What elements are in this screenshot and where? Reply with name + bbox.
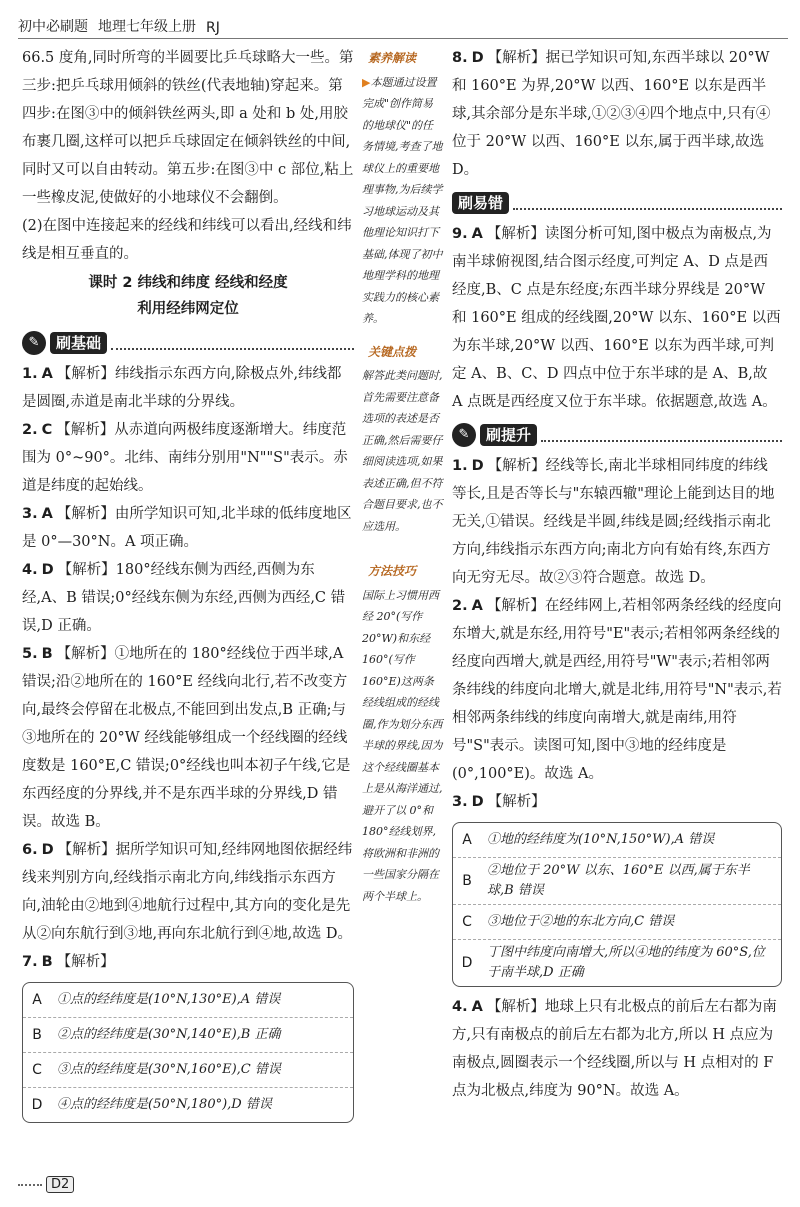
question-item: 5. B 【解析】①地所在的 180°经线位于西半球,A 错误;沿②地所在的 160°E 经线向北行,若不改变方向,最终会停留在北极点,不能回到出发点,B 正确;与③地所在的 20°W 经线能够组成一个经线圈的经线度数是 160°E,C 错误;0°经线也叫本初子午线,它是东西经度的分界线,并不是东西半球的分界线,D 错误。故选 B。 <box>22 646 351 830</box>
analysis-box-q7 <box>22 982 354 1123</box>
answer-letter: A <box>471 598 483 614</box>
dotted-divider <box>513 196 782 210</box>
explanation: 【解析】①地所在的 180°经线位于西半球,A 错误;沿②地所在的 160°E 经线向北行,若不改变方向,最终会停留在北极点,不能回到出发点,B 正确;与③地所在的 20°W 经线能够组成一个经线圈的经线度数是 160°E,C 错误;0°经线也叫本初子午线,它是东西经度的分界线,并不是东西半球的分界线,D 错误。故选 B。 <box>22 646 351 830</box>
left-column <box>22 44 354 1129</box>
analysis-row: B ②点的经纬度是(30°N,140°E),B 正确 <box>23 1018 353 1053</box>
question-item: 4. D 【解析】180°经线东侧为西经,西侧为东经,A、B 错误;0°经线东侧为东经,西侧为西经,C 错误,D 正确。 <box>22 562 346 634</box>
analysis-row: A ①点的经纬度是(10°N,130°E),A 错误 <box>23 983 353 1018</box>
page-footer <box>18 1176 74 1193</box>
section-basic-header <box>22 330 354 356</box>
right-column <box>452 44 782 1105</box>
explanation: 【解析】据所学知识可知,经纬网地图依据经纬线来判别方向,经线指示南北方向,纬线指示东西方向,油轮由②地到④地航行过程中,其方向的变化是先从②向东航行到③地,再向东北航行到④地,故选 D。 <box>22 842 353 942</box>
question-item: 8. D 【解析】据已学知识可知,东西半球以 20°W 和 160°E 为界,20°W 以西、160°E 以东是西半球,其余部分是东半球,①②③④四个地点中,只有④位于 20°W 以西、160°E 以东,属于西半球,故选 D。 <box>452 50 771 178</box>
book-edition: RJ <box>206 20 220 36</box>
lesson-title: 课时 2 纬线和纬度 经线和经度 <box>88 275 288 291</box>
margin-notes <box>362 44 444 907</box>
lesson-subtitle: 利用经纬网定位 <box>137 301 239 317</box>
question-item: 7. B 【解析】 <box>22 954 115 970</box>
section-title: 刷基础 <box>50 332 107 354</box>
dotted-divider <box>541 428 782 442</box>
analysis-row: D 丁图中纬度向南增大,所以④地的纬度为 60°S,位于南半球,D 正确 <box>461 945 765 980</box>
question-item: 1. A 【解析】纬线指示东西方向,除极点外,纬线都是圆圈,赤道是南北半球的分界线。 <box>22 366 342 410</box>
section-mistake-header <box>452 190 782 216</box>
dotted-divider <box>18 1184 42 1186</box>
answer-letter: A <box>41 506 53 522</box>
analysis-row: C ③地位于②地的东北方向,C 错误 <box>453 905 781 940</box>
explanation: 【解析】据已学知识可知,东西半球以 20°W 和 160°E 为界,20°W 以西、160°E 以东是西半球,其余部分是东半球,①②③④四个地点中,只有④位于 20°W 以西、160°E 以东,属于西半球,故选 D。 <box>452 50 771 178</box>
page-header <box>18 10 788 39</box>
answer-letter: D <box>471 50 484 66</box>
note-literacy: ▶本题通过设置完成"创作简易的地球仪"的任务情境,考查了地球仪上的重要地理事物,为后续学习地球运动及其他理论知识打下基础,体现了初中地理学科的地理实践力的核心素养。 <box>362 75 443 325</box>
answer-letter: A <box>41 366 53 382</box>
explanation: 【解析】180°经线东侧为西经,西侧为东经,A、B 错误;0°经线东侧为东经,西侧为西经,C 错误,D 正确。 <box>22 562 346 634</box>
explanation: 【解析】地球上只有北极点的前后左右都为南方,只有南极点的前后左右都为北方,所以 H 点应为南极点,圆圈表示一个经线圈,所以与 H 点相对的 F 点为北极点,纬度为 90°N。故选 A。 <box>452 999 777 1099</box>
question-item: 9. A 【解析】读图分析可知,图中极点为南极点,为南半球俯视图,结合图示经度,可判定 A、D 点是西经度,B、C 点是东经度;东西半球分界线是 20°W 和 160°E 组成的经线圈,20°W 以东、160°E 以西为东半球,20°W 以西、160°E 以东为西半球,可判定 A、B、C、D 四点中位于东半球的是 A、B,故 A 点既是西经度又位于东半球。依据题意,故选 A。 <box>452 226 781 410</box>
pen-icon: ✎ <box>22 331 46 355</box>
section-title: 刷易错 <box>452 192 509 214</box>
answer-letter: B <box>41 954 53 970</box>
question-item: 3. A 【解析】由所学知识可知,北半球的低纬度地区是 0°—30°N。A 项正确。 <box>22 506 352 550</box>
analysis-row: C ③点的经纬度是(30°N,160°E),C 错误 <box>23 1053 353 1088</box>
note-heading-method: 方法技巧 <box>368 564 417 578</box>
explanation: 【解析】纬线指示东西方向,除极点外,纬线都是圆圈,赤道是南北半球的分界线。 <box>22 366 342 410</box>
question-item: 1. D 【解析】经线等长,南北半球相同纬度的纬线等长,且是否等长与"东辕西辙"理论上能到达目的地无关,①错误。经线是半圆,纬线是圆;经线指示南北方向,纬线指示东西方向;南北方向有始有终,东西方向无穷无尽。故②③符合题意。故选 D。 <box>452 458 775 586</box>
question-item: 4. A 【解析】地球上只有北极点的前后左右都为南方,只有南极点的前后左右都为北方,所以 H 点应为南极点,圆圈表示一个经线圈,所以与 H 点相对的 F 点为北极点,纬度为 90°N。故选 A。 <box>452 999 777 1099</box>
book-series: 初中必刷题 <box>18 19 88 35</box>
question-item: 6. D 【解析】据所学知识可知,经纬网地图依据经纬线来判别方向,经线指示南北方向,纬线指示东西方向,油轮由②地到④地航行过程中,其方向的变化是先从②向东航行到③地,再向东北航行到④地,故选 D。 <box>22 842 353 942</box>
explanation: 【解析】读图分析可知,图中极点为南极点,为南半球俯视图,结合图示经度,可判定 A、D 点是西经度,B、C 点是东经度;东西半球分界线是 20°W 和 160°E 组成的经线圈,20°W 以东、160°E 以西为东半球,20°W 以西、160°E 以东为西半球,可判定 A、B、C、D 四点中位于东半球的是 A、B,故 A 点既是西经度又位于东半球。依据题意,故选 A。 <box>452 226 781 410</box>
answer-letter: B <box>41 646 53 662</box>
question-item: 2. A 【解析】在经纬网上,若相邻两条经线的经度向东增大,就是东经,用符号"E"表示;若相邻两条经线的经度向西增大,就是西经,用符号"W"表示;若相邻两条纬线的纬度向北增大,就是北纬,用符号"N"表示,若相邻两条纬线的纬度向南增大,就是南纬,用符号"S"表示。读图可知,图中③地的经纬度是(0°,100°E)。故选 A。 <box>452 598 782 782</box>
explanation: 【解析】在经纬网上,若相邻两条经线的经度向东增大,就是东经,用符号"E"表示;若相邻两条经线的经度向西增大,就是西经,用符号"W"表示;若相邻两条纬线的纬度向北增大,就是北纬,用符号"N"表示,若相邻两条纬线的纬度向南增大,就是南纬,用符号"S"表示。读图可知,图中③地的经纬度是(0°,100°E)。故选 A。 <box>452 598 782 782</box>
continued-paragraph: 66.5 度角,同时所弯的半圆要比乒乓球略大一些。第三步:把乒乓球用倾斜的铁丝(代表地轴)穿起来。第四步:在图③中的倾斜铁丝两头,即 a 处和 b 处,用胶布裹几圈,这样可以把乒乓球固定在倾斜铁丝的中间,同时又可以自由转动。第五步:在图③中 c 部位,粘上一些橡皮泥,使做好的小地球仪不会翻倒。 <box>22 50 354 206</box>
book-subject: 地理七年级上册 <box>98 19 196 35</box>
note-heading-key: 关键点拨 <box>368 344 417 359</box>
explanation: 【解析】 <box>487 794 546 810</box>
explanation: 【解析】从赤道向两极纬度逐渐增大。纬度范围为 0°~90°。北纬、南纬分别用"N""S"表示。赤道是纬度的起始线。 <box>22 422 348 494</box>
analysis-box-q3 <box>452 822 782 987</box>
answer-letter: D <box>471 794 484 810</box>
section-title: 刷提升 <box>480 424 537 446</box>
question-item: 3. D 【解析】 <box>452 794 546 810</box>
answer-letter: C <box>41 422 53 438</box>
answer-letter: A <box>471 999 483 1015</box>
note-method: 国际上习惯用西经 20°(写作 20°W)和东经 160°(写作 160°E)这两条经线组成的经线圈,作为划分东西半球的界线,因为这个经线圈基本上是从海洋通过,避开了以 0°和 180°经线划界,将欧洲和非洲的一些国家分隔在两个半球上。 <box>362 588 443 903</box>
note-heading-literacy: 素养解读 <box>368 51 417 65</box>
analysis-row: A ①地的经纬度为(10°N,150°W),A 错误 <box>453 823 781 858</box>
answer-letter: A <box>471 226 483 242</box>
continued-paragraph-2: (2)在图中连接起来的经线和纬线可以看出,经线和纬线是相互垂直的。 <box>22 218 352 262</box>
explanation: 【解析】由所学知识可知,北半球的低纬度地区是 0°—30°N。A 项正确。 <box>22 506 352 550</box>
section-up-header <box>452 422 782 448</box>
pen-icon: ✎ <box>452 423 476 447</box>
answer-letter: D <box>471 458 484 474</box>
question-item: 2. C 【解析】从赤道向两极纬度逐渐增大。纬度范围为 0°~90°。北纬、南纬分别用"N""S"表示。赤道是纬度的起始线。 <box>22 422 348 494</box>
explanation: 【解析】经线等长,南北半球相同纬度的纬线等长,且是否等长与"东辕西辙"理论上能到达目的地无关,①错误。经线是半圆,纬线是圆;经线指示南北方向,纬线指示东西方向;南北方向有始有终,东西方向无穷无尽。故②③符合题意。故选 D。 <box>452 458 775 586</box>
answer-letter: D <box>41 842 54 858</box>
analysis-row: B ②地位于 20°W 以东、160°E 以西,属于东半球,B 错误 <box>453 858 781 905</box>
note-key: 解答此类问题时,首先需要注意备选项的表述是否正确,然后需要仔细阅读选项,如果表述正确,但不符合题目要求,也不应选用。 <box>362 369 443 533</box>
answer-letter: D <box>41 562 54 578</box>
explanation: 【解析】 <box>56 954 115 970</box>
analysis-row: D ④点的经纬度是(50°N,180°),D 错误 <box>31 1097 272 1113</box>
page-number: D2 <box>46 1176 74 1193</box>
dotted-divider <box>111 336 354 350</box>
pointer-icon: ▶ <box>362 75 371 89</box>
